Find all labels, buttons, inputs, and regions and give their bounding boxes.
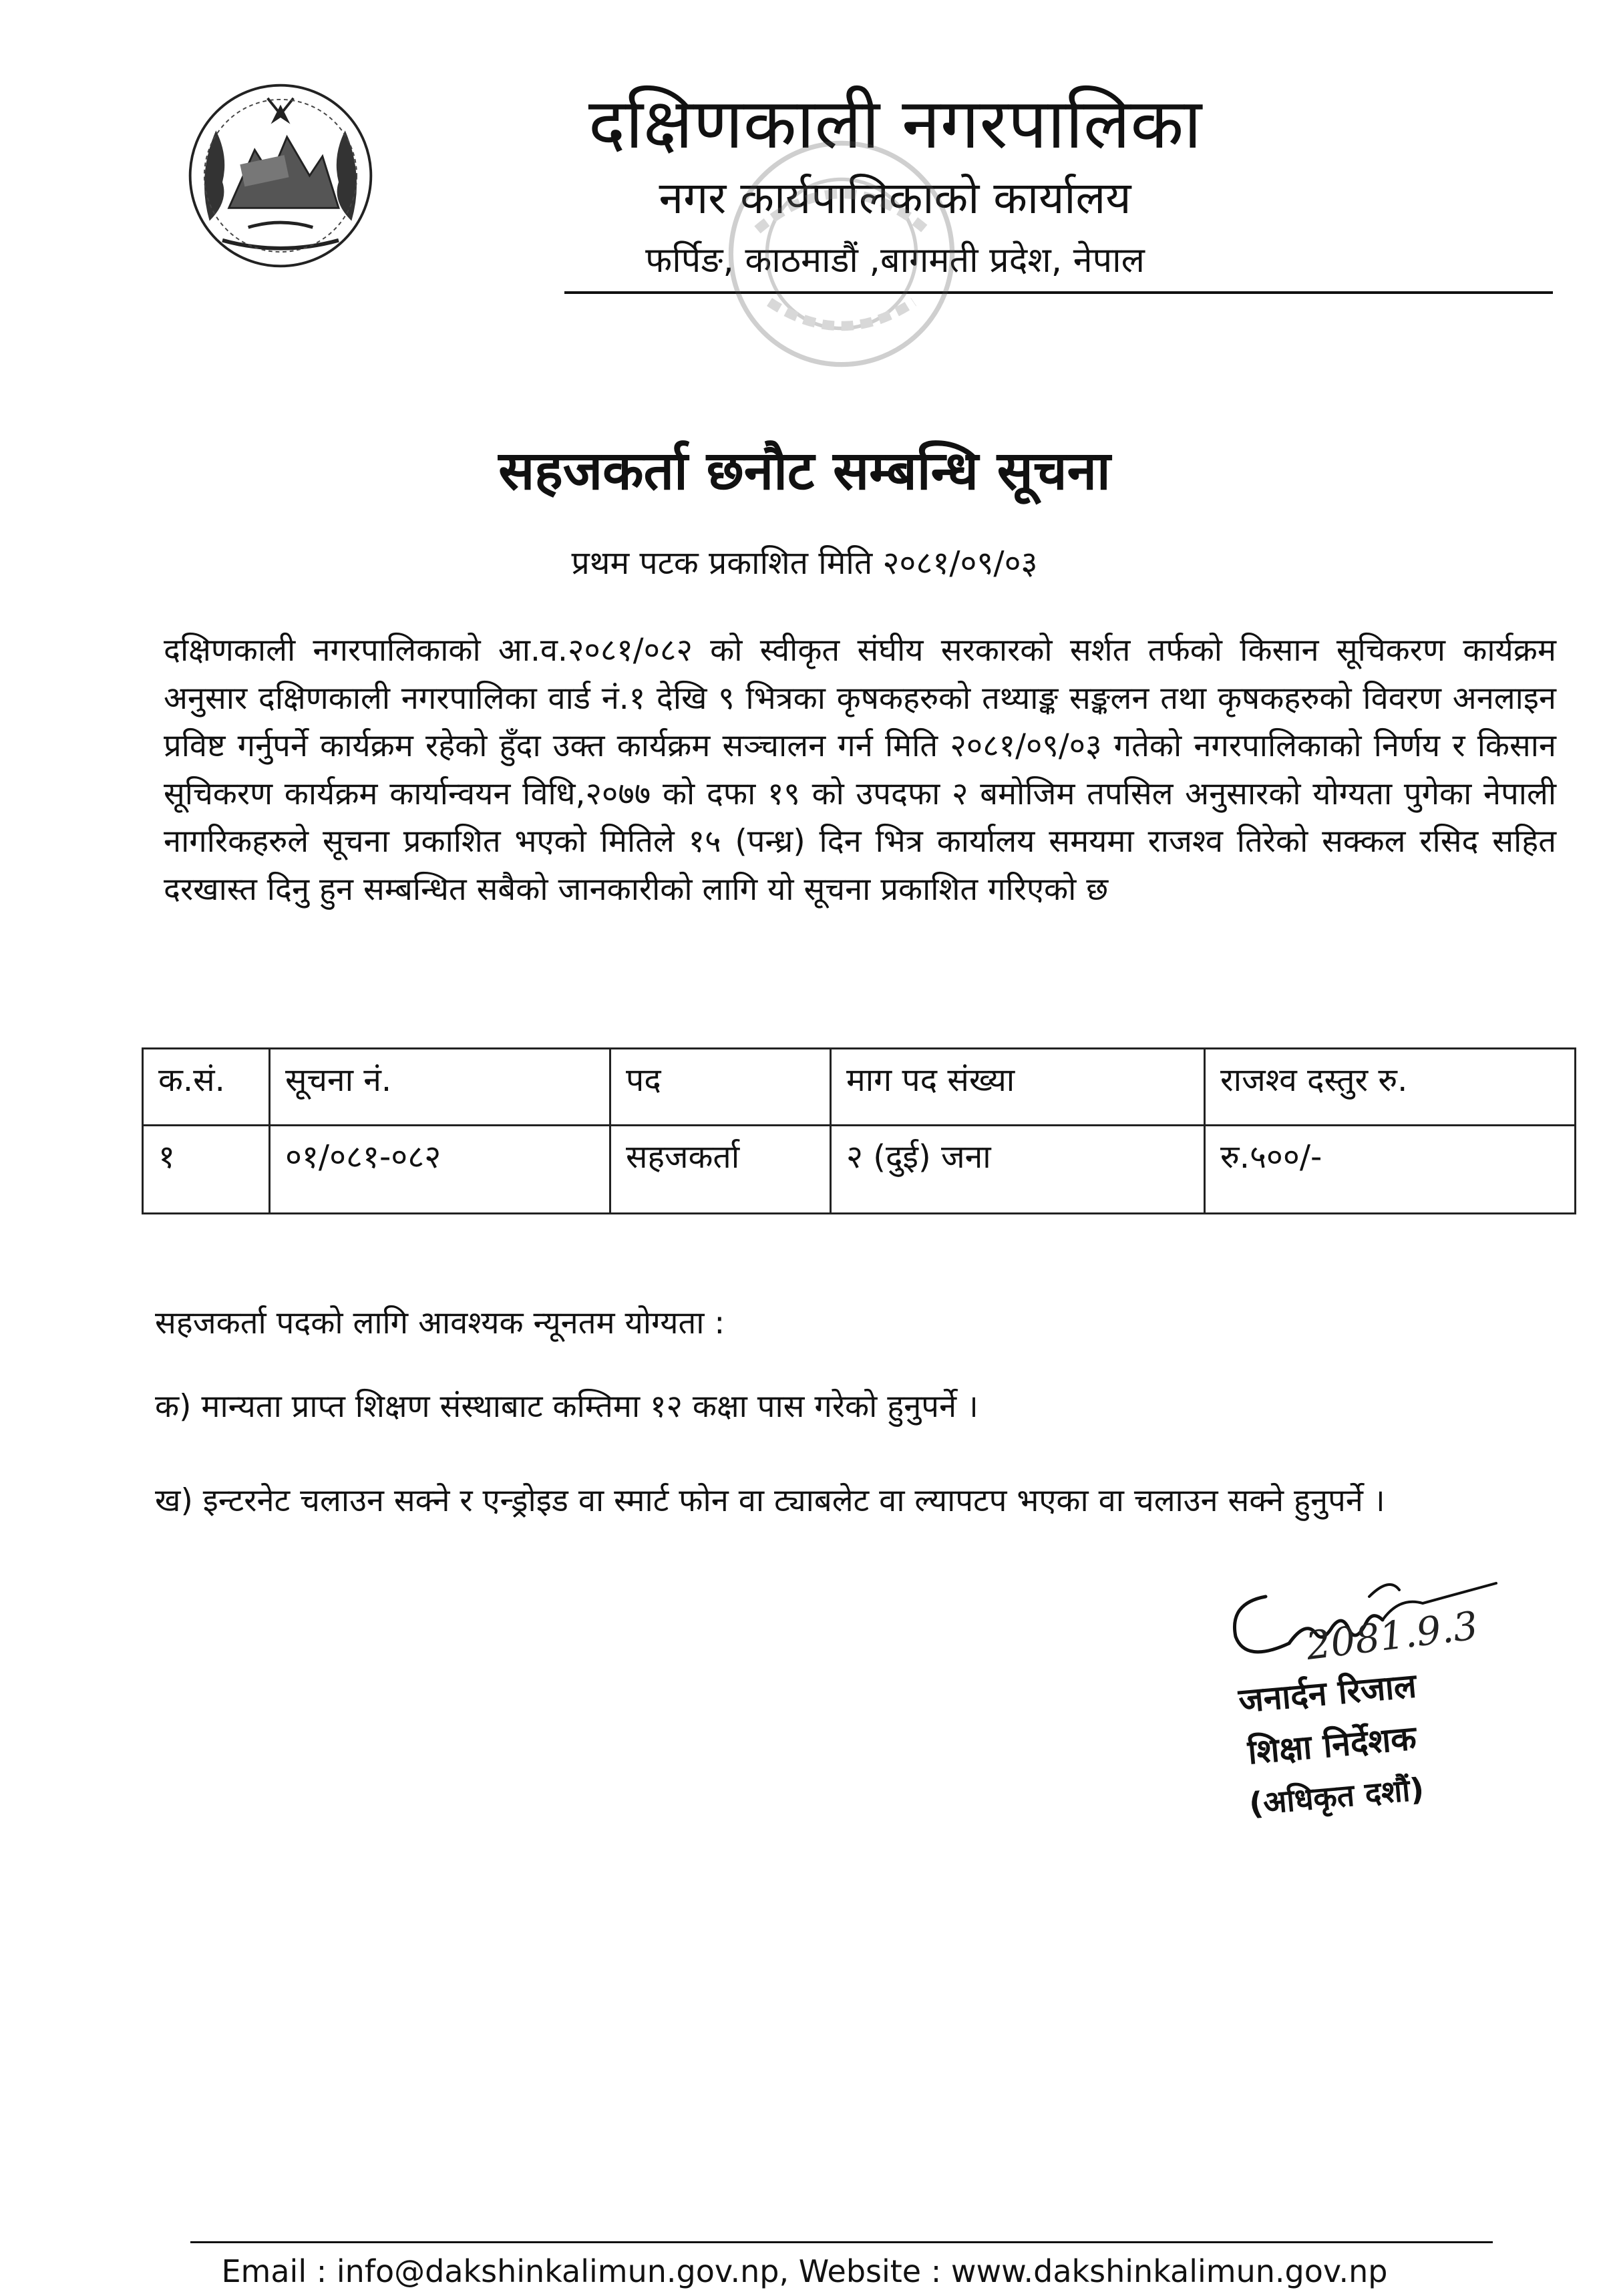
qualification-item: ख) इन्टरनेट चलाउन सक्ने र एन्ड्रोइड वा स्मार्ट फोन वा ट्याबलेट वा ल्यापटप भएका वा चलाउन सक्ने हुनुपर्ने ।: [155, 1482, 1385, 1519]
organization-name: दक्षिणकाली नगरपालिका: [588, 83, 1202, 164]
cell-position: सहजकर्ता: [610, 1126, 831, 1214]
column-header-serial: क.सं.: [143, 1049, 270, 1126]
cell-vacancy-count: २ (दुई) जना: [831, 1126, 1205, 1214]
publish-date: प्रथम पटक प्रकाशित मिति २०८१/०९/०३: [571, 544, 1038, 582]
nepal-government-emblem: [184, 79, 377, 273]
notice-title: सहजकर्ता छनौट सम्बन्धि सूचना: [498, 440, 1111, 502]
header-divider: [564, 291, 1553, 294]
table-header-row: [143, 1049, 1576, 1126]
handwritten-date: 2081.9.3: [1303, 1603, 1481, 1669]
cell-notice-number: ०१/०८१-०८२: [270, 1126, 610, 1214]
signatory-title: शिक्षा निर्देशक: [1246, 1718, 1418, 1772]
office-address: फर्पिङ, काठमाडौं ,बागमती प्रदेश, नेपाल: [645, 240, 1145, 281]
footer-contact: Email : info@dakshinkalimun.gov.np, Website : www.dakshinkalimun.gov.np: [221, 2253, 1388, 2289]
notice-body-paragraph: दक्षिणकाली नगरपालिकाको आ.व.२०८१/०८२ को स्वीकृत संघीय सरकारको सर्शत तर्फको किसान सूचिकरण कार्यक्रम अनुसार दक्षिणकाली नगरपालिका वार्ड नं.१ देखि ९ भित्रका कृषकहरुको तथ्याङ्क सङ्कलन तथा कृषकहरुको विवरण अनलाइन प्रविष्ट गर्नुपर्ने कार्यक्रम रहेको हुँदा उक्त कार्यक्रम सञ्चालन गर्न मिति २०८१/०९/०३ गतेको नगरपालिकाको निर्णय र किसान सूचिकरण कार्यक्रम कार्यान्वयन विधि,२०७७ को दफा १९ को उपदफा २ बमोजिम तपसिल अनुसारको योग्यता पुगेका नेपाली नागरिकहरुले सूचना प्रकाशित भएको मितिले १५ (पन्ध्र) दिन भित्र कार्यालय समयमा राजश्व तिरेको सक्कल रसिद सहित दरखास्त दिनु हुन सम्बन्धित सबैको जानकारीको लागि यो सूचना प्रकाशित गरिएको छ: [164, 632, 1556, 908]
table-row: [143, 1126, 1576, 1214]
column-header-position: पद: [610, 1049, 831, 1126]
office-seal-stamp: [721, 134, 962, 374]
office-name: नगर कार्यपालिकाको कार्यालय: [659, 172, 1131, 224]
signatory-stamp: [1179, 1655, 1485, 1834]
footer-divider: [190, 2241, 1493, 2243]
signatory-name: जनार्दन रिजाल: [1237, 1666, 1419, 1721]
column-header-fee: राजश्व दस्तुर रु.: [1205, 1049, 1576, 1126]
qualification-item: क) मान्यता प्राप्त शिक्षण संस्थाबाट कम्तिमा १२ कक्षा पास गरेको हुनुपर्ने ।: [155, 1388, 978, 1425]
vacancy-table: [142, 1047, 1576, 1214]
cell-serial: १: [143, 1126, 270, 1214]
qualification-heading: सहजकर्ता पदको लागि आवश्यक न्यूनतम योग्यता :: [155, 1305, 725, 1341]
cell-fee: रु.५००/-: [1205, 1126, 1576, 1214]
column-header-notice-number: सूचना नं.: [270, 1049, 610, 1126]
column-header-vacancy-count: माग पद संख्या: [831, 1049, 1205, 1126]
signatory-rank: (अधिकृत दशौं): [1247, 1770, 1426, 1822]
